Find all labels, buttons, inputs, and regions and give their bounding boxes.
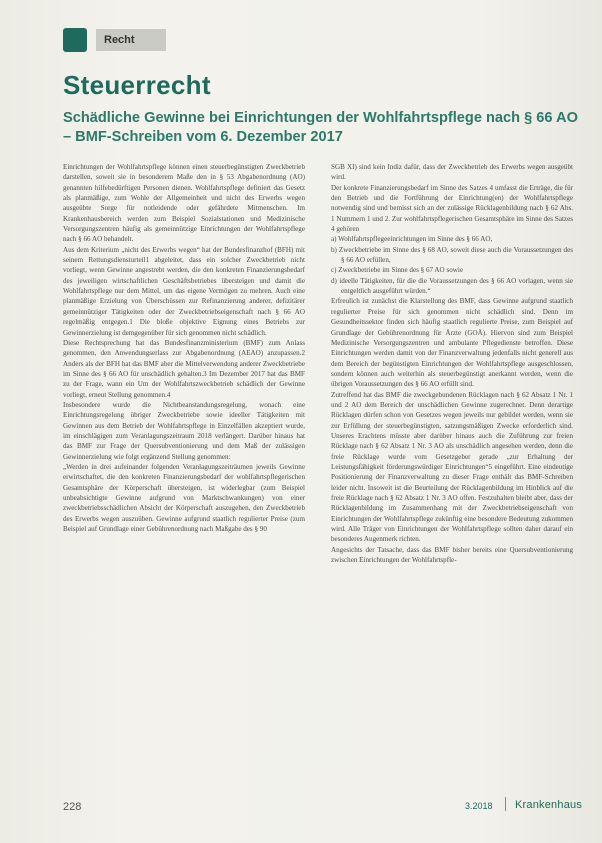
paragraph: Einrichtungen der Wohlfahrtspflege können einen steuerbegünstigten Zweckbetrieb darstellen, soweit sie in besonderem Maße den in § 53 Abgabenordnung (AO) genannten hilfebedürftigen Personen dienen. Wohlfahrtspflege definiert das Gesetz als planmäßige, zum Wohle der Allgemeinheit und nicht des Erwerbs wegen ausgeübte Sorge für notleidende oder gefährdete Mitmenschen. Im Krankenhausbereich werden zum Beispiel Sozialstationen und Medizinische Versorgungszentren häufig als gemeinnützige Einrichtungen der Wohlfahrtspflege nach § 66 AO behandelt. bbox=[63, 163, 305, 244]
paragraph: Angesichts der Tatsache, dass das BMF bisher bereits eine Quersubventionierung zwischen Einrichtungen der Wohlfahrtspfle- bbox=[331, 545, 573, 565]
enumeration-list bbox=[331, 234, 573, 296]
right-column bbox=[331, 162, 573, 565]
list-item: b) Zweckbetriebe im Sinne des § 68 AO, soweit diese auch die Voraussetzungen des § 66 AO erfüllen, bbox=[331, 245, 573, 265]
category-marker bbox=[63, 28, 87, 52]
paragraph: Diese Rechtsprechung hat das Bundesfinanzministerium (BMF) zum Anlass genommen, den Anwendungserlass zur Abgabenordnung (AEAO) anzupassen.2 Anders als der BFH hat das BMF aber die Mittelverwendung anderer Zweckbetriebe im Sinne des § 66 AO für unschädlich gehalten.3 Im Dezember 2017 hat das BMF zu der Frage, wann ein Um der Wohlfahrtszweckbetrieb schädlich der Gewinne vorliegt, erneut Stellung genommen.4 bbox=[63, 338, 305, 399]
paragraph: Zutreffend hat das BMF die zweckgebundenen Rücklagen nach § 62 Absatz 1 Nr. 1 und 2 AO dem Bereich der unschädlichen Gewinne zugerechnet. Denn derartige Rücklagen dürfen schon von Gesetzes wegen jeweils nur gebildet werden, wenn sie zur Erfüllung der steuerbegünstigten, satzungsmäßigen Zwecke erforderlich sind. Unseres Erachtens müsste aber darüber hinaus auch die Zuführung zur freien Rücklage nach § 62 Absatz 1 Nr. 3 AO als unschädlich angesehen werden, denn die freie Rücklage wurde vom Gesetzgeber gerade „zur Erhaltung der Leistungsfähigkeit förderungswürdiger Einrichtungen“5 eingeführt. Eine eindeutige Positionierung der Finanzverwaltung zu dieser Frage enthält das BMF-Schreiben leider nicht. Insoweit ist die Beurteilung der Rücklagenbildung im Hinblick auf die freie Rücklage nach § 62 Absatz 1 Nr. 3 AO offen. Festzuhalten bleibt aber, dass der Rücklagenbildung im Zusammenhang mit der Zweckbetriebseigenschaft von Einrichtungen der Wohlfahrtspflege zukünftig eine besondere Bedeutung zukommen wird. Alle Träger von Einrichtungen der Wohlfahrtspflege sollten daher darauf ein besonderes Augenmerk richten. bbox=[331, 390, 573, 544]
article-subtitle: Schädliche Gewinne bei Einrichtungen der Wohlfahrtspflege nach § 66 AO – BMF-Schreiben vom 6. Dezember 2017 bbox=[63, 110, 578, 145]
paragraph: SGB XI) sind kein Indiz dafür, dass der Zweckbetrieb des Erwerbs wegen ausgeübt wird. bbox=[331, 163, 573, 182]
category-label: Recht bbox=[96, 29, 166, 51]
issue-number: 3.2018 bbox=[465, 801, 493, 811]
paragraph: „Werden in drei aufeinander folgenden Veranlagungszeiträumen jeweils Gewinne erwirtschaftet, die den konkreten Finanzierungsbedarf der wohlfahrtspflegerischen Gesamtsphäre der Körperschaft übersteigen, ist widerlegbar (zum Beispiel unbeabsichtigte Gewinne aufgrund von Marktschwankungen) von einer zweckbetriebsschädlichen Absicht der Körperschaft auszugehen, den Zweckbetrieb des Erwerbs wegen auszuüben. Gewinne aufgrund staatlich regulierter Preise (zum Beispiel auf Grundlage einer Gebührenordnung nach Maßgabe des § 90 bbox=[63, 462, 305, 534]
list-item: c) Zweckbetriebe im Sinne des § 67 AO sowie bbox=[331, 266, 463, 275]
paragraph: Erfreulich ist zunächst die Klarstellung des BMF, dass Gewinne aufgrund staatlich regulierter Preise für sich genommen nicht schädlich sind. Denn im Gesundheitssektor finden sich häufig staatlich regulierte Preise, zum Beispiel auf Grundlage der Gebührenordnung für Ärzte (GOÄ). Hiervon sind zum Beispiel Medizinische Versorgungszentren und ambulante Pflegedienste betroffen. Diese Einrichtungen werden damit von der Finanzverwaltung jedenfalls nicht generell aus dem Bereich der begünstigten Einrichtungen der Wohlfahrtspflege ausgeschlossen, sondern können auch weiterhin als steuerbegünstigt anerkannt werden, wenn die übrigen Voraussetzungen des § 66 AO erfüllt sind. bbox=[331, 297, 573, 389]
left-column bbox=[63, 162, 305, 534]
paragraph: Der konkrete Finanzierungsbedarf im Sinne des Satzes 4 umfasst die Erträge, die für den Betrieb und die Fortführung der Einrichtung(en) der Wohlfahrtspflege notwendig sind und bemisst sich an der zulässige Rücklagenbildung nach § 62 Abs. 1 Nummern 1 und 2. Zur wohlfahrtspflegerischen Gesamtsphäre im Sinne des Satzes 4 gehören bbox=[331, 183, 573, 234]
page-number: 228 bbox=[63, 801, 82, 813]
paragraph: Aus dem Kriterium „nicht des Erwerbs wegen“ hat der Bundesfinanzhof (BFH) mit seinem Rettungsdiensturteil1 abgeleitet, dass ein solcher Zweckbetrieb nicht vorliegt, wenn Gewinne angestrebt werden, die den konkreten Finanzierungsbedarf des jeweiligen wirtschaftlichen Geschäftsbetriebes übersteigen und damit die Wohlfahrtspflege nur dem Mittel, um das eigene Vermögen zu mehren. Auch eine planmäßige Erzielung von Überschüssen zur Refinanzierung anderer, defizitärer gemeinnütziger Tätigkeiten oder der Zweckbetriebseigenschaft nach § 66 AO regelmäßig entgegen.1 Die bloße objektive Eignung eines Betriebs zur Gewinnerzielung ist demgegenüber für sich genommen nicht schädlich. bbox=[63, 245, 305, 337]
paragraph: Insbesondere wurde die Nichtbeanstandungsregelung, wonach eine Einrichtungsregelung übriger Zweckbetriebe sowie ideeller Tätigkeiten mit Gewinnen aus dem Betrieb der Wohlfahrtspflege in Einzelfällen akzeptiert wurde, im einschlägigen zum Veranlagungszeitraum 2018 verlängert. Darüber hinaus hat das BMF zur Frage der Quersubventionierung und dem Maß der zulässigen Gewinnerzielung wie folgt ergänzend Stellung genommen: bbox=[63, 400, 305, 461]
footer-divider bbox=[505, 797, 506, 811]
list-item: d) ideelle Tätigkeiten, für die die Voraussetzungen des § 66 AO vorlagen, wenn sie entgeltlich ausgeführt würden.“ bbox=[331, 276, 573, 296]
magazine-name: Krankenhaus bbox=[515, 799, 583, 811]
page-title: Steuerrecht bbox=[63, 70, 211, 100]
list-item: a) Wohlfahrtspflegeeinrichtungen im Sinne des § 66 AO, bbox=[331, 235, 493, 244]
